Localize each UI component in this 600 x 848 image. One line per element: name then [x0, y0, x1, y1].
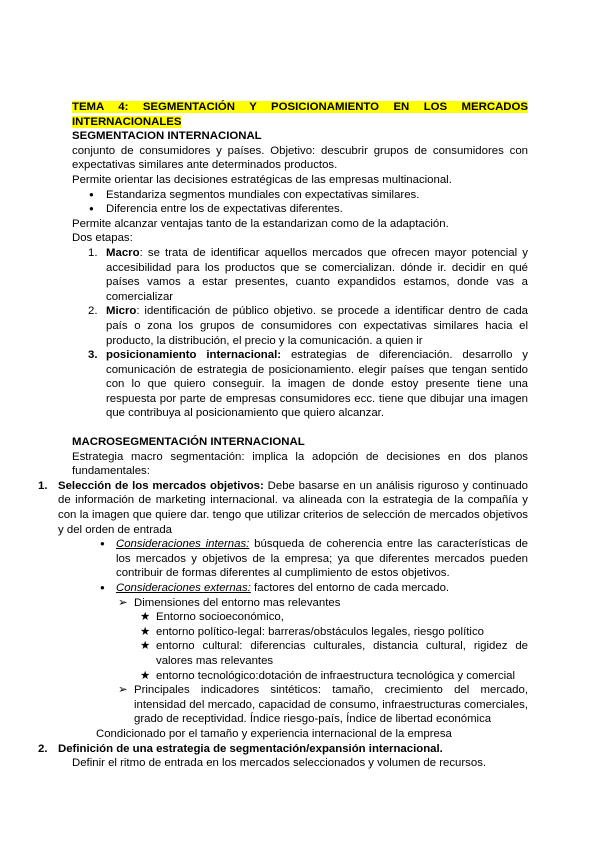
list-number: 2.: [38, 742, 48, 755]
list-item: [72, 581, 528, 596]
numbered-list: [72, 246, 528, 421]
paragraph: conjunto de consumidores y países. Objetivo: descubrir grupos de consumidores con expectativas similares ante determinados productos.: [72, 144, 528, 172]
list-term: Selección de los mercados objetivos:: [58, 479, 264, 492]
title-highlight: TEMA 4: SEGMENTACIÓN Y POSICIONAMIENTO EN LOS MERCADOS INTERNACIONALES: [72, 101, 528, 128]
document-page: [38, 100, 529, 771]
list-item: ➢ Principales indicadores sintéticos: tamaño, crecimiento del mercado, intensidad del mercado, capacidad de consumo, infraestructuras comerciales, grado de receptividad. Índice riesgo-país, Índice de libertad económica: [72, 683, 528, 727]
list-item: [72, 537, 528, 581]
list-text: factores del entorno de cada mercado.: [250, 582, 450, 594]
list-item: ● Estandariza segmentos mundiales con expectativas similares.: [72, 188, 528, 203]
list-item: [38, 479, 529, 537]
paragraph: Dos etapas:: [72, 232, 133, 245]
page-title: [72, 100, 528, 129]
paragraph: Definir el ritmo de entrada en los mercados seleccionados y volumen de recursos.: [72, 757, 487, 770]
section-heading-macrosegmentacion: MACROSEGMENTACIÓN INTERNACIONAL: [72, 436, 305, 449]
paragraph: Estrategia macro segmentación: implica la adopción de decisiones en dos planos fundamentales:: [72, 450, 528, 478]
list-number: 3.: [88, 349, 98, 362]
list-term: Consideraciones internas:: [116, 538, 250, 551]
paragraph: Condicionado por el tamaño y experiencia internacional de la empresa: [96, 727, 452, 740]
list-item: ★ Entorno socioeconómico,: [72, 610, 528, 625]
list-term: Micro: [106, 305, 137, 318]
list-item: ● Diferencia entre los de expectativas diferentes.: [72, 202, 528, 217]
paragraph: Permite orientar las decisiones estratégicas de las empresas multinacional.: [72, 173, 452, 186]
list-item: [72, 348, 528, 421]
bullet-list: [72, 188, 528, 217]
list-text: : se trata de identificar aquellos mercados que ofrecen mayor potencial y accesibilidad para los productos que se comercializan. dónde ir. decidir en qué países vamos a estar presentes, cuanto expandidos estamos, donde vas a comercializar: [106, 246, 528, 303]
list-term: posicionamiento internacional:: [106, 349, 282, 362]
list-item: ★ entorno cultural: diferencias culturales, distancia cultural, rigidez de valores mas relevantes: [72, 639, 528, 668]
list-text: estrategias de diferenciación. desarrollo y comunicación de estrategia de posicionamiento. elegir países que tengan sentido con lo que quiero conseguir. la imagen de donde estoy presente tiene una respuesta por parte de empresas consumidores ecc. tiene que dibujar una imagen que contribuya al posicionamiento que quiero alcanzar.: [106, 349, 528, 420]
list-item: [38, 742, 528, 757]
list-text: Debe basarse en un análisis riguroso y continuado de información de marketing internacional. va alineada con la estrategia de la compañía y con la imagen que quiere dar. tengo que utilizar criterios de selección de mercados objetivos y del orden de entrada: [58, 479, 529, 536]
section-heading-segmentacion: SEGMENTACION INTERNACIONAL: [72, 130, 262, 143]
list-term: Definición de una estrategia de segmentación/expansión internacional.: [58, 742, 443, 755]
list-item: ➢ Dimensiones del entorno mas relevantes: [72, 596, 528, 611]
list-number: 1.: [88, 246, 98, 259]
list-text: búsqueda de coherencia entre las características de los mercados y objetivos de la empresa; ya que diferentes mercados pueden contribuir de formas diferentes al cumplimiento de estos objetivos.: [116, 538, 528, 580]
list-term: Consideraciones externas:: [116, 582, 251, 594]
paragraph: Permite alcanzar ventajas tanto de la estandarizan como de la adaptación.: [72, 217, 449, 230]
list-term: Macro: [106, 246, 140, 259]
list-item: ★ entorno tecnológico:dotación de infraestructura tecnológica y comercial: [72, 669, 528, 684]
list-item: [72, 304, 528, 348]
list-number: 1.: [38, 479, 48, 492]
list-number: 2.: [88, 305, 98, 318]
list-item: ★ entorno político-legal: barreras/obstáculos legales, riesgo político: [72, 625, 528, 640]
list-item: [72, 246, 528, 304]
list-text: : identificación de público objetivo. se procede a identificar dentro de cada país o zona los grupos de consumidores con expectativas similares hacia el producto, la distribución, el precio y la comunicación. a quien ir: [106, 305, 528, 347]
